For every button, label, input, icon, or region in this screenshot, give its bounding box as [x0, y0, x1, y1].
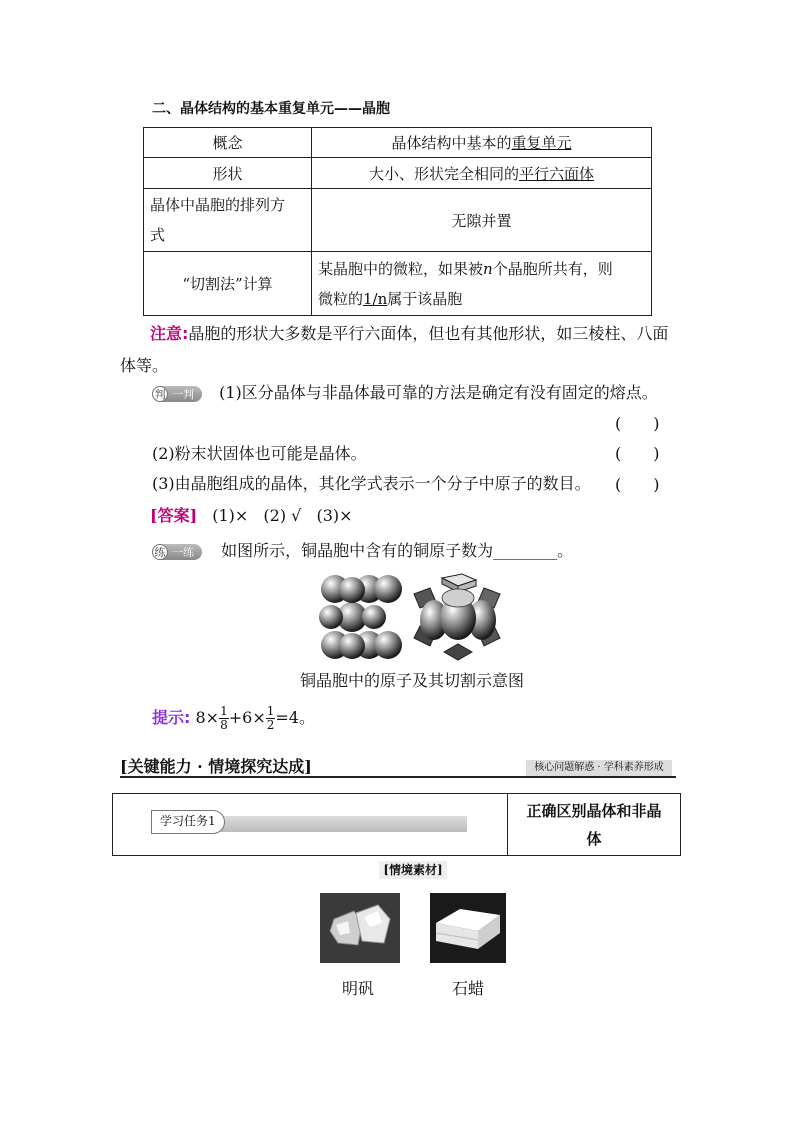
judge-badge: 判 一判	[152, 386, 202, 402]
judge-q2: (2)粉末状固体也可能是晶体。	[152, 444, 367, 463]
table-value: 晶体结构中基本的重复单元	[312, 128, 652, 158]
answer-paren: ( )	[615, 475, 660, 494]
divider	[120, 776, 676, 778]
note-paragraph: 注意:晶胞的形状大多数是平行六面体，但也有其他形状，如三棱柱、八面 体等。	[120, 324, 669, 375]
answer-line: [答案] (1)× (2) √ (3)×	[150, 506, 353, 525]
alum-image	[320, 893, 400, 963]
figure-caption: 铜晶胞中的原子及其切割示意图	[300, 671, 525, 690]
table-label: 概念	[144, 128, 312, 158]
judge-q3: (3)由晶胞组成的晶体，其化学式表示一个分子中原子的数目。	[152, 474, 591, 493]
task-box	[112, 793, 681, 856]
crystal-cell-table	[143, 127, 652, 316]
fraction: $\frac{1}{2}$	[266, 704, 275, 732]
task-title: 正确区别晶体和非晶 体	[526, 802, 662, 848]
table-label: 形状	[144, 158, 312, 189]
answer-label: [答案]	[150, 506, 198, 525]
cut-cell	[414, 574, 500, 660]
section-bar	[120, 754, 676, 778]
hint-label: 提示:	[152, 708, 191, 727]
note-label: 注意:	[150, 324, 189, 343]
fraction: $\frac{1}{8}$	[220, 704, 228, 732]
table-label: 晶体中晶胞的排列方 式	[144, 189, 312, 252]
paraffin-image	[430, 893, 506, 963]
section-bar-right-label: 核心问题解惑 · 学科素养形成	[526, 760, 672, 776]
answer-paren: ( )	[615, 444, 660, 463]
section-title: 二、晶体结构的基本重复单元——晶胞	[152, 101, 390, 117]
answer-paren: ( )	[615, 414, 660, 433]
practice-badge: 练 一练	[152, 544, 202, 560]
table-row	[144, 158, 652, 189]
table-value: 大小、形状完全相同的平行六面体	[312, 158, 652, 189]
copper-cell-figure	[318, 572, 508, 662]
table-value: 无隙并置	[312, 189, 652, 252]
hint-line: 提示: 8× $\frac{1}{8}$ +6× $\frac{1}{2}$ =4。	[152, 704, 315, 732]
atom-spheres	[319, 575, 402, 659]
table-row	[144, 252, 652, 316]
material-label: [情境素材]	[379, 861, 447, 879]
table-row	[144, 128, 652, 158]
task-badge: 学习任务1	[151, 810, 225, 834]
paraffin-caption: 石蜡	[452, 979, 485, 998]
table-label: “切割法”计算	[144, 252, 312, 316]
practice-question: 练 一练 如图所示，铜晶胞中含有的铜原子数为________。	[152, 538, 573, 561]
alum-caption: 明矾	[342, 979, 375, 998]
table-value: 某晶胞中的微粒，如果被n个晶胞所共有，则 微粒的1/n属于该晶胞	[312, 252, 652, 316]
judge-q1: 判 一判 (1)区分晶体与非晶体最可靠的方法是确定有没有固定的熔点。	[152, 380, 658, 403]
section-bar-title: [关键能力 · 情境探究达成]	[120, 757, 312, 776]
table-row	[144, 189, 652, 252]
